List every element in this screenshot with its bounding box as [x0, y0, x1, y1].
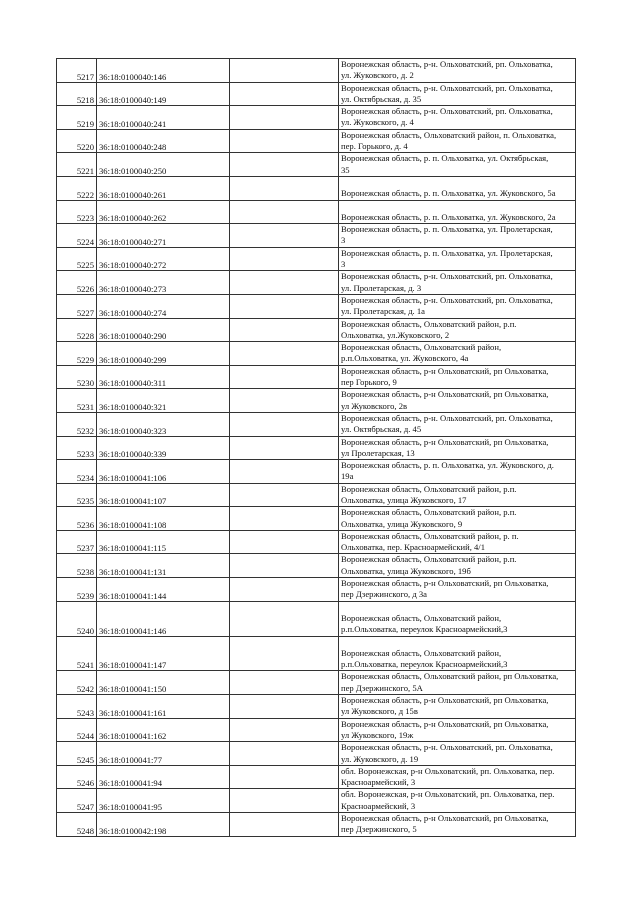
address-cell [339, 460, 576, 484]
table-row [57, 530, 576, 554]
row-number: 5242 [57, 671, 97, 695]
address-line: Воронежская область, р-н. Ольховатский, рп. Ольховатка, [341, 742, 553, 753]
address-line: ул. Жуковского, д. 19 [341, 753, 419, 764]
cadastral-number: 36:18:0100041:106 [97, 460, 230, 484]
address-cell [339, 436, 576, 460]
address-line: Воронежская область, р-н Ольховатский, рп Ольховатка, [341, 436, 549, 447]
row-number: 5226 [57, 271, 97, 295]
address-cell [339, 601, 576, 636]
row-number: 5227 [57, 294, 97, 318]
address-line: Воронежская область, Ольховатский район, р.п. [341, 318, 517, 329]
row-number: 5222 [57, 176, 97, 200]
address-cell [339, 412, 576, 436]
address-cell [339, 129, 576, 153]
address-cell [339, 247, 576, 271]
address-line: р.п.Ольховатка, переулок Красноармейский,3 [341, 624, 508, 635]
cadastral-number: 36:18:0100041:150 [97, 671, 230, 695]
empty-cell [230, 695, 339, 719]
address-cell [339, 389, 576, 413]
address-line: ул. Октябрьская, д. 35 [341, 93, 422, 104]
empty-cell [230, 389, 339, 413]
row-number: 5245 [57, 742, 97, 766]
table-body [57, 59, 576, 837]
address-cell [339, 176, 576, 200]
empty-cell [230, 671, 339, 695]
address-line: Воронежская область, р. п. Ольховатка, ул. Жуковского, 5а [341, 188, 556, 199]
address-line: Воронежская область, р-н Ольховатский, рп Ольховатка, [341, 365, 549, 376]
address-line: ул Жуковского, д 15в [341, 706, 418, 717]
table-row [57, 460, 576, 484]
cadastral-number: 36:18:0100041:144 [97, 578, 230, 602]
address-line: Ольховатка, улица Жуковского, 17 [341, 494, 467, 505]
cadastral-number: 36:18:0100040:248 [97, 129, 230, 153]
address-line: пер Дзержинского, 5А [341, 682, 423, 693]
address-line: пер Горького, 9 [341, 377, 397, 388]
cadastral-number: 36:18:0100040:262 [97, 200, 230, 224]
table-row [57, 636, 576, 671]
cadastral-number: 36:18:0100040:146 [97, 59, 230, 83]
address-line: Воронежская область, Ольховатский район, р.п. [341, 554, 517, 565]
empty-cell [230, 176, 339, 200]
table-row [57, 153, 576, 177]
empty-cell [230, 271, 339, 295]
row-number: 5240 [57, 601, 97, 636]
address-cell [339, 271, 576, 295]
empty-cell [230, 412, 339, 436]
table-row [57, 106, 576, 130]
address-cell [339, 813, 576, 837]
address-cell [339, 671, 576, 695]
row-number: 5239 [57, 578, 97, 602]
table-row [57, 59, 576, 83]
address-cell [339, 59, 576, 83]
row-number: 5237 [57, 530, 97, 554]
address-line: Воронежская область, р-н. Ольховатский, рп. Ольховатка, [341, 82, 553, 93]
empty-cell [230, 789, 339, 813]
row-number: 5233 [57, 436, 97, 460]
table-row [57, 813, 576, 837]
address-cell [339, 507, 576, 531]
address-line: 35 [341, 164, 350, 175]
table-row [57, 389, 576, 413]
cadastral-number: 36:18:0100040:339 [97, 436, 230, 460]
address-cell [339, 318, 576, 342]
row-number: 5224 [57, 224, 97, 248]
address-line: ул. Пролетарская, д. 1а [341, 306, 425, 317]
empty-cell [230, 365, 339, 389]
address-line: Красноармейский, 3 [341, 800, 416, 811]
address-cell [339, 695, 576, 719]
address-line: Воронежская область, Ольховатский район, [341, 612, 502, 623]
cadastral-number: 36:18:0100040:323 [97, 412, 230, 436]
address-cell [339, 765, 576, 789]
table-row [57, 483, 576, 507]
cadastral-number: 36:18:0100040:241 [97, 106, 230, 130]
address-line: обл. Воронежская, р-н Ольховатский, рп. Ольховатка, пер. [341, 789, 555, 800]
cadastral-number: 36:18:0100041:131 [97, 554, 230, 578]
address-line: 19а [341, 471, 354, 482]
address-line [341, 177, 573, 188]
address-line: пер Дзержинского, 5 [341, 824, 417, 835]
empty-cell [230, 59, 339, 83]
empty-cell [230, 318, 339, 342]
address-line: пер Дзержинского, д 3а [341, 589, 427, 600]
row-number: 5231 [57, 389, 97, 413]
address-cell [339, 153, 576, 177]
empty-cell [230, 342, 339, 366]
land-register-table [56, 58, 576, 837]
address-line: Воронежская область, Ольховатский район, п. Ольховатка, [341, 129, 557, 140]
row-number: 5246 [57, 765, 97, 789]
table-row [57, 718, 576, 742]
row-number: 5229 [57, 342, 97, 366]
address-cell [339, 365, 576, 389]
cadastral-number: 36:18:0100041:146 [97, 601, 230, 636]
table-row [57, 601, 576, 636]
row-number: 5223 [57, 200, 97, 224]
row-number: 5218 [57, 82, 97, 106]
empty-cell [230, 483, 339, 507]
address-line: 3 [341, 259, 346, 270]
row-number: 5228 [57, 318, 97, 342]
address-line: Ольховатка, ул.Жуковского, 2 [341, 329, 450, 340]
cadastral-number: 36:18:0100041:94 [97, 765, 230, 789]
cadastral-number: 36:18:0100040:290 [97, 318, 230, 342]
table-row [57, 412, 576, 436]
cadastral-number: 36:18:0100040:149 [97, 82, 230, 106]
cadastral-number: 36:18:0100040:261 [97, 176, 230, 200]
table-row [57, 742, 576, 766]
empty-cell [230, 224, 339, 248]
address-line [341, 637, 573, 648]
address-line: 3 [341, 235, 346, 246]
address-line: Воронежская область, р. п. Ольховатка, ул. Жуковского, д. [341, 460, 554, 471]
row-number: 5244 [57, 718, 97, 742]
row-number: 5243 [57, 695, 97, 719]
cadastral-number: 36:18:0100041:107 [97, 483, 230, 507]
table-row [57, 695, 576, 719]
row-number: 5221 [57, 153, 97, 177]
address-cell [339, 224, 576, 248]
address-cell [339, 554, 576, 578]
table-row [57, 129, 576, 153]
address-line: Ольховатка, пер. Красноармейский, 4/1 [341, 542, 485, 553]
row-number: 5219 [57, 106, 97, 130]
cadastral-number: 36:18:0100040:271 [97, 224, 230, 248]
address-line: р.п.Ольховатка, ул. Жуковского, 4а [341, 353, 469, 364]
address-line: р.п.Ольховатка, переулок Красноармейский,3 [341, 659, 508, 670]
table-row [57, 294, 576, 318]
address-cell [339, 342, 576, 366]
empty-cell [230, 460, 339, 484]
row-number: 5247 [57, 789, 97, 813]
empty-cell [230, 200, 339, 224]
address-line: ул. Октябрьская, д. 45 [341, 424, 422, 435]
cadastral-number: 36:18:0100041:162 [97, 718, 230, 742]
cadastral-number: 36:18:0100040:299 [97, 342, 230, 366]
address-line: Ольховатка, улица Жуковского, 9 [341, 518, 463, 529]
empty-cell [230, 554, 339, 578]
empty-cell [230, 82, 339, 106]
address-line: ул. Жуковского, д. 2 [341, 70, 414, 81]
empty-cell [230, 153, 339, 177]
table-row [57, 365, 576, 389]
address-line: Воронежская область, Ольховатский район, рп Ольховатка, [341, 671, 559, 682]
cadastral-number: 36:18:0100041:77 [97, 742, 230, 766]
empty-cell [230, 436, 339, 460]
address-line: Воронежская область, р-н Ольховатский, рп Ольховатка, [341, 695, 549, 706]
table-row [57, 200, 576, 224]
cadastral-number: 36:18:0100041:147 [97, 636, 230, 671]
table-row [57, 765, 576, 789]
address-cell [339, 294, 576, 318]
cadastral-number: 36:18:0100041:95 [97, 789, 230, 813]
address-line: Воронежская область, р-н Ольховатский, рп Ольховатка, [341, 578, 549, 589]
table-row [57, 436, 576, 460]
table-row [57, 82, 576, 106]
table-row [57, 318, 576, 342]
row-number: 5234 [57, 460, 97, 484]
row-number: 5225 [57, 247, 97, 271]
address-cell [339, 636, 576, 671]
address-line: Воронежская область, Ольховатский район, [341, 342, 502, 353]
address-line [341, 602, 573, 613]
row-number: 5235 [57, 483, 97, 507]
empty-cell [230, 530, 339, 554]
address-line: Воронежская область, р-н Ольховатский, рп Ольховатка, [341, 813, 549, 823]
address-line: Воронежская область, Ольховатский район, р.п. [341, 507, 517, 518]
row-number: 5241 [57, 636, 97, 671]
cadastral-number: 36:18:0100040:273 [97, 271, 230, 295]
address-line: Воронежская область, Ольховатский район, р. п. [341, 530, 519, 541]
empty-cell [230, 294, 339, 318]
table-row [57, 789, 576, 813]
cadastral-number: 36:18:0100040:274 [97, 294, 230, 318]
address-line: Воронежская область, р-н Ольховатский, рп Ольховатка, [341, 718, 549, 729]
empty-cell [230, 247, 339, 271]
row-number: 5230 [57, 365, 97, 389]
row-number: 5238 [57, 554, 97, 578]
address-line: Воронежская область, Ольховатский район, [341, 647, 502, 658]
cadastral-number: 36:18:0100041:115 [97, 530, 230, 554]
empty-cell [230, 106, 339, 130]
address-line: ул Жуковского, 2в [341, 400, 408, 411]
address-line: Воронежская область, р-н. Ольховатский, рп. Ольховатка, [341, 106, 553, 117]
empty-cell [230, 718, 339, 742]
cadastral-number: 36:18:0100041:161 [97, 695, 230, 719]
empty-cell [230, 601, 339, 636]
address-line: Воронежская область, р. п. Ольховатка, ул. Октябрьская, [341, 153, 549, 164]
address-line: Воронежская область, р-н. Ольховатский, рп. Ольховатка, [341, 59, 553, 69]
address-line: обл. Воронежская, р-н Ольховатский, рп. Ольховатка, пер. [341, 765, 555, 776]
address-cell [339, 718, 576, 742]
address-cell [339, 106, 576, 130]
table-row [57, 507, 576, 531]
address-line: ул. Жуковского, д. 4 [341, 117, 414, 128]
table-row [57, 578, 576, 602]
address-line: Воронежская область, р-н. Ольховатский, рп. Ольховатка, [341, 271, 553, 282]
address-line: Воронежская область, р-н. Ольховатский, рп. Ольховатка, [341, 412, 553, 423]
table-row [57, 271, 576, 295]
address-line: Воронежская область, р-н. Ольховатский, рп. Ольховатка, [341, 294, 553, 305]
address-line: Воронежская область, р. п. Ольховатка, ул. Пролетарская, [341, 224, 553, 235]
address-cell [339, 789, 576, 813]
table-row [57, 554, 576, 578]
address-cell [339, 742, 576, 766]
row-number: 5236 [57, 507, 97, 531]
address-line [341, 201, 573, 212]
table-row [57, 224, 576, 248]
row-number: 5248 [57, 813, 97, 837]
cadastral-number: 36:18:0100040:250 [97, 153, 230, 177]
empty-cell [230, 578, 339, 602]
table-row [57, 176, 576, 200]
row-number: 5232 [57, 412, 97, 436]
address-cell [339, 483, 576, 507]
address-line: Воронежская область, р. п. Ольховатка, ул. Пролетарская, [341, 247, 553, 258]
address-line: пер. Горького, д. 4 [341, 141, 408, 152]
address-cell [339, 530, 576, 554]
address-cell [339, 82, 576, 106]
address-line: Ольховатка, улица Жуковского, 19б [341, 565, 471, 576]
table-row [57, 247, 576, 271]
empty-cell [230, 765, 339, 789]
address-line: Красноармейский, 3 [341, 777, 416, 788]
cadastral-number: 36:18:0100042:198 [97, 813, 230, 837]
address-line: Воронежская область, р-н Ольховатский, рп Ольховатка, [341, 389, 549, 400]
cadastral-number: 36:18:0100040:321 [97, 389, 230, 413]
address-line: ул. Пролетарская, д. 3 [341, 282, 422, 293]
address-line: ул Жуковского, 19ж [341, 729, 414, 740]
address-line: Воронежская область, р. п. Ольховатка, ул. Жуковского, 2а [341, 211, 556, 222]
cadastral-number: 36:18:0100040:311 [97, 365, 230, 389]
table-row [57, 671, 576, 695]
row-number: 5220 [57, 129, 97, 153]
empty-cell [230, 742, 339, 766]
empty-cell [230, 129, 339, 153]
empty-cell [230, 636, 339, 671]
row-number: 5217 [57, 59, 97, 83]
cadastral-number: 36:18:0100040:272 [97, 247, 230, 271]
address-line: Воронежская область, Ольховатский район, р.п. [341, 483, 517, 494]
empty-cell [230, 813, 339, 837]
address-cell [339, 200, 576, 224]
cadastral-number: 36:18:0100041:108 [97, 507, 230, 531]
address-line: ул Пролетарская, 13 [341, 447, 415, 458]
table-row [57, 342, 576, 366]
address-cell [339, 578, 576, 602]
empty-cell [230, 507, 339, 531]
